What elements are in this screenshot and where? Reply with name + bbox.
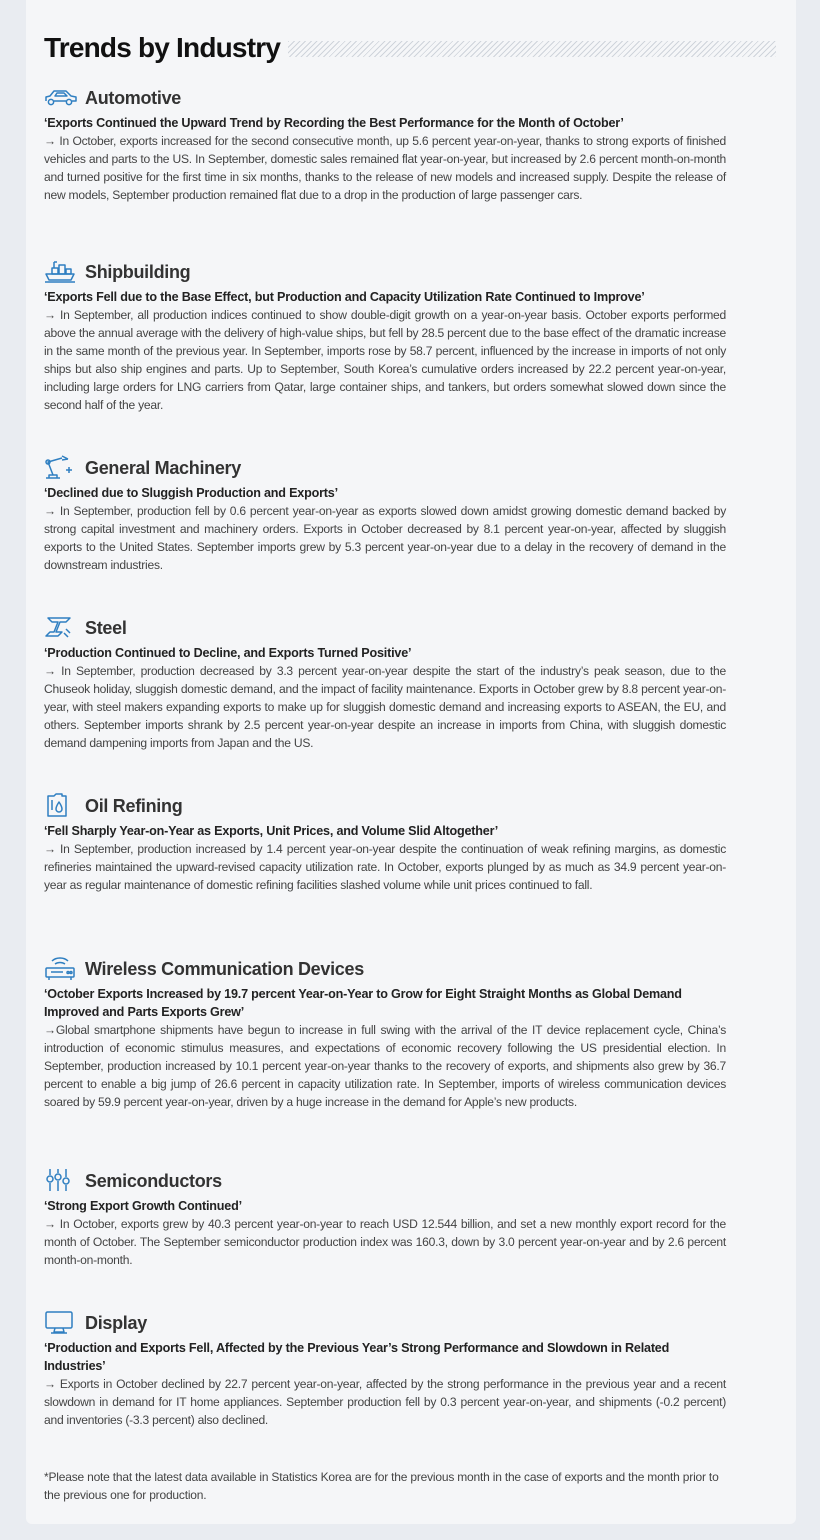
content-card: [26, 0, 796, 1524]
section-headline: ‘Production and Exports Fell, Affected by the Previous Year’s Strong Performance and Slowdown in Related Industries’: [44, 1341, 670, 1373]
router-icon: [44, 955, 78, 981]
section-body: → Exports in October declined by 22.7 percent year-on-year, affected by the strong performance in the previous year and a recent slowdown in demand for IT home appliances. September production fell by 0.3 percent year-on-year, and shipments (-0.2 percent) and inventories (-3.3 percent) also declined.: [44, 1377, 726, 1427]
section-headline: ‘Declined due to Sluggish Production and Exports’: [44, 486, 338, 500]
page-title: Trends by Industry: [44, 32, 281, 63]
section-title: Wireless Communication Devices: [85, 959, 364, 979]
section-body: → In September, production increased by 1.4 percent year-on-year despite the continuation of weak refining margins, as domestic refineries maintained the upward-revised capacity utilization rate. In October, exports plunged by as much as 34.9 percent year-on-year as regular maintenance of domestic refining facilities slashed volume while unit prices continued to fall.: [44, 842, 726, 892]
footnote: *Please note that the latest data available in Statistics Korea are for the previous month in the case of exports and the month prior to the previous one for production.: [44, 1470, 719, 1502]
section-title: Shipbuilding: [85, 262, 191, 282]
monitor-icon: [44, 1309, 78, 1335]
section-general-machinery: [44, 454, 726, 574]
section-title: Steel: [85, 618, 127, 638]
robot-arm-icon: [44, 454, 78, 480]
section-body: → In September, production fell by 0.6 percent year-on-year as exports slowed down amidst growing domestic demand backed by strong capital investment and machinery orders. Exports in October decreased by 8.1 percent year-on-year, affected by sluggish exports to the United States. September imports grew by 5.3 percent year-on-year due to a delay in the recovery of demand in the downstream industries.: [44, 504, 726, 572]
section-title: Display: [85, 1313, 147, 1333]
section-semiconductors: [44, 1167, 726, 1269]
steel-beam-icon: [44, 614, 78, 640]
section-headline: ‘Exports Continued the Upward Trend by Recording the Best Performance for the Month of October’: [44, 116, 624, 130]
section-title: Automotive: [85, 88, 182, 108]
section-body: → In October, exports increased for the second consecutive month, up 5.6 percent year-on-year, thanks to strong exports of finished vehicles and parts to the US. In September, domestic sales remained flat year-on-year, but increased by 2.6 percent month-on-month and turned positive for the first time in six months, thanks to the release of new models and increased supply. Despite the release of new models, September production remained flat due to a drop in the production of large passenger cars.: [44, 134, 726, 202]
car-icon: [44, 84, 78, 110]
section-body: → In September, all production indices continued to show double-digit growth on a year-on-year basis. October exports performed above the annual average with the delivery of high-value ships, but fell by 28.5 percent due to the base effect of the dramatic increase in the same month of the previous year. In September, imports rose by 58.7 percent, influenced by the increase in imports of not only ships but also ship engines and parts. Up to September, South Korea’s cumulative orders increased by 22.2 percent year-on-year, including large orders for LNG carriers from Qatar, large container ships, and tankers, but orders somewhat slowed down since the second half of the year.: [44, 308, 726, 412]
section-automotive: [44, 84, 726, 204]
title-hatch-decoration: [288, 41, 776, 57]
section-title: Oil Refining: [85, 796, 183, 816]
section-oil-refining: [44, 792, 726, 894]
section-body: → In October, exports grew by 40.3 percent year-on-year to reach USD 12.544 billion, and set a new monthly export record for the month of October. The September semiconductor production index was 160.3, down by 3.0 percent year-on-year and by 2.6 percent month-on-month.: [44, 1217, 726, 1267]
section-headline: ‘October Exports Increased by 19.7 percent Year-on-Year to Grow for Eight Straight Months as Global Demand Improved and Parts Exports Grew’: [44, 987, 682, 1019]
section-headline: ‘Strong Export Growth Continued’: [44, 1199, 242, 1213]
oil-can-icon: [44, 792, 78, 818]
section-display: [44, 1309, 726, 1429]
section-headline: ‘Production Continued to Decline, and Exports Turned Positive’: [44, 646, 412, 660]
section-steel: [44, 614, 726, 752]
section-body: → In September, production decreased by 3.3 percent year-on-year despite the start of the industry’s peak season, due to the Chuseok holiday, sluggish domestic demand, and the impact of facility maintenance. Exports in October grew by 8.8 percent year-on-year, with steel makers expanding exports to make up for sluggish domestic demand and increasing exports to ASEAN, the EU, and others. September imports shrank by 2.5 percent year-on-year despite an increase in imports from China, with sluggish domestic demand dampening imports from Japan and the US.: [44, 664, 726, 750]
section-body: →Global smartphone shipments have begun to increase in full swing with the arrival of the IT device replacement cycle, China’s introduction of economic stimulus measures, and expectations of economic recovery following the US presidential election. In September, production increased by 10.1 percent year-on-year thanks to the recovery of exports, and shipments also grew by 36.7 percent to enable a big jump of 26.6 percent in capacity utilization rate. In September, imports of wireless communication devices soared by 59.9 percent year-on-year, driven by a huge increase in the demand for Apple’s new products.: [44, 1023, 726, 1109]
ship-icon: [44, 258, 78, 284]
section-headline: ‘Fell Sharply Year-on-Year as Exports, Unit Prices, and Volume Slid Altogether’: [44, 824, 499, 838]
section-title: General Machinery: [85, 458, 241, 478]
section-headline: ‘Exports Fell due to the Base Effect, but Production and Capacity Utilization Rate Continued to Improve’: [44, 290, 645, 304]
title-row: [44, 28, 776, 68]
chip-icon: [44, 1167, 78, 1193]
section-shipbuilding: [44, 258, 726, 414]
section-wireless-communication-devices: [44, 955, 726, 1111]
section-title: Semiconductors: [85, 1171, 222, 1191]
